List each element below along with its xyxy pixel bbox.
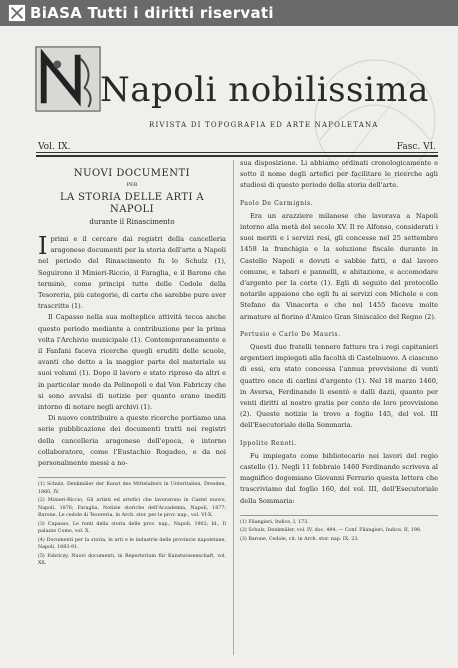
paragraph: Questi due fratelli tennero fatture tra i regi capitanieri argentieri impiegati alla facoltà di Castelnuovo. A ciascuno di essi, era stato concessa l'annua provvisione di venti quattro once di carlini d'argento (1). Nel 18 marzo 1460, in Aversa, Ferdinando li esentò e dalli dazii, quanto per venti diritti al nostro gratis per conto de loro provvisione (2). Queste notizie le trovo a foglio 145, del vol. III dell'Esecutoriale della Sommaria. [240,343,438,430]
section-heading: Pertusio e Carlo De Mauris. [240,330,341,338]
paragraph: sua disposizione. Li abbiamo ordinati cronologicamente e sotto il nome degli artefici per facilitare le ricerche agli studiosi di questo periodo della storia dell'arte. [240,159,438,190]
biasa-logo-icon [8,4,26,22]
paragraph: Il Capasso nella sua molteplice attività tecca anche questo periodo mediante a contribuzione per la prima volta l'Archivio municipale (1). Contemporaneamente e il Fanfani faceva ricerche quegli eruditi delle scuole, avanti che detto a la maggior parte del materiale su suoi volumi (1). Dopo il lavoro e stato ripreso da altri e in particolar modo da Pelinopoli e dal Von Fabriczy che si sono avvalsi di notizie per quanto erano inediti intorno di notare negli archivi (1). [38,313,226,412]
footnote: (3) Barone, Cedole, cit. in Arch. stor. nap. IX, 23. [240,536,359,542]
footnotes-left [38,477,226,568]
masthead-rule-thick [36,155,438,157]
footnote: (2) Minieri-Riccio, Gli artisti ed artefici che lavorarono in Castel nuovo, Napoli, 1876; Faraglia, Notizie storiche dell'Accademia, Napoli, 1877; Barone, Le cedole di Tesoreria, in Arch. stor. per le prov. nap., vol. VI-X. [38,498,226,519]
masthead-logo-icon [34,44,102,114]
article-heading-main: LA STORIA DELLE ARTI A NAPOLI [59,192,205,215]
left-column [38,168,226,569]
footnote: (2) Schulz, Denkmäler, vol. IV, doc. 494. — Conf. Filangieri, Indice, II, 198. [240,528,422,534]
paragraph: Era un arazziere milanese che lavorava a Napoli intorno alla metà del secolo XV. Il re Alfonso, considerati i suoi meriti e i servizi resi, gli concesse nel 25 settembre 1458 la franchigia e la soluzione fiscale durante in Castello Napoli e dovuti e sabbie fatti, e dal lavoro comune, e tabari e pannelli, e abitazione, e accomodare d'argento per la corte (1). Egli di seguito del protocollo notarile appaiono che egli fu ai servizi con Michele e con Stefano da Vinacorta e che nel 1455 faceva molte armature al fiorino d'Amico Gran Siniscalco del Regno (2). [240,211,438,321]
drop-cap: I [38,232,48,261]
section-heading: Ippolito Renoti. [240,439,297,447]
footnote: (1) Filangieri, Indice, I, 173. [240,519,309,525]
footnote: (5) Fabriczy, Nuovi documenti, in Repertorium für Kunstwissenschaft, vol. XX. [38,553,226,567]
banner-text: BiASA Tutti i diritti riservati [30,4,274,22]
footnote: (3) Capasso, Le fonti della storia delle prov. nap., Napoli, 1902; Id., Il palazzo Como, vol. X. [38,521,226,535]
section-heading: Paolo De Carmignis. [240,199,314,207]
fascicle-label: Fasc. VI. [396,142,436,152]
article-heading: NUOVI DOCUMENTI [73,168,191,179]
paragraph: Fu impiegato come bibliotecario nei lavori del regio castello (1). Negli 11 febbraio 1460 Ferdinando scriveva al magnifico dogomiano Giovanni Ferrario questa lettera che trascriviamo dal foglio 160, del vol. III, dell'Esecutoriale della Sommaria: [240,451,438,505]
footnotes-right [240,515,438,544]
paragraph: Iprimi e il cercare dai registri della cancelleria aragonese documenti per la storia dell'arte a Napoli nel periodo del Rinascimento fu lo Schulz (1), Seguirono il Minieri-Riccio, il Faraglia, e il Barone che terminò, come principi tutte delle Cedole della Tesoreria, più categorie, di carte che sarebbe pure aver trascritte (1). [38,232,226,311]
footnote: (1) Schulz, Denkmäler der Kunst des Mittelalters in Unteritalien, Dresden, 1860, IV. [38,482,226,495]
header-banner [0,0,458,26]
right-column [240,158,438,544]
article-heading-per: PER [126,182,138,189]
article-heading-sub: durante il Rinascimento [89,217,175,226]
masthead-rule [36,152,438,153]
column-separator [233,160,234,655]
journal-subtitle: RIVISTA DI TOPOGRAFIA ED ARTE NAPOLETANA [149,121,379,129]
footnote: (4) Documenti per la storia, le arti e le industrie delle provincie napoletane, Napoli, 1883-91. [38,537,226,551]
paragraph: Di nuovo contribuire a queste ricerche portiamo una serie pubblicazione dei documenti tratti nei registri della cancelleria aragonese dell'epoca, e intorno collaboratore, come l'Eustachio Rogadeo, e da noi personalmente messi a no- [38,414,226,468]
volume-label: Vol. IX. [38,142,71,152]
journal-title: Napoli nobilissima [100,70,429,110]
